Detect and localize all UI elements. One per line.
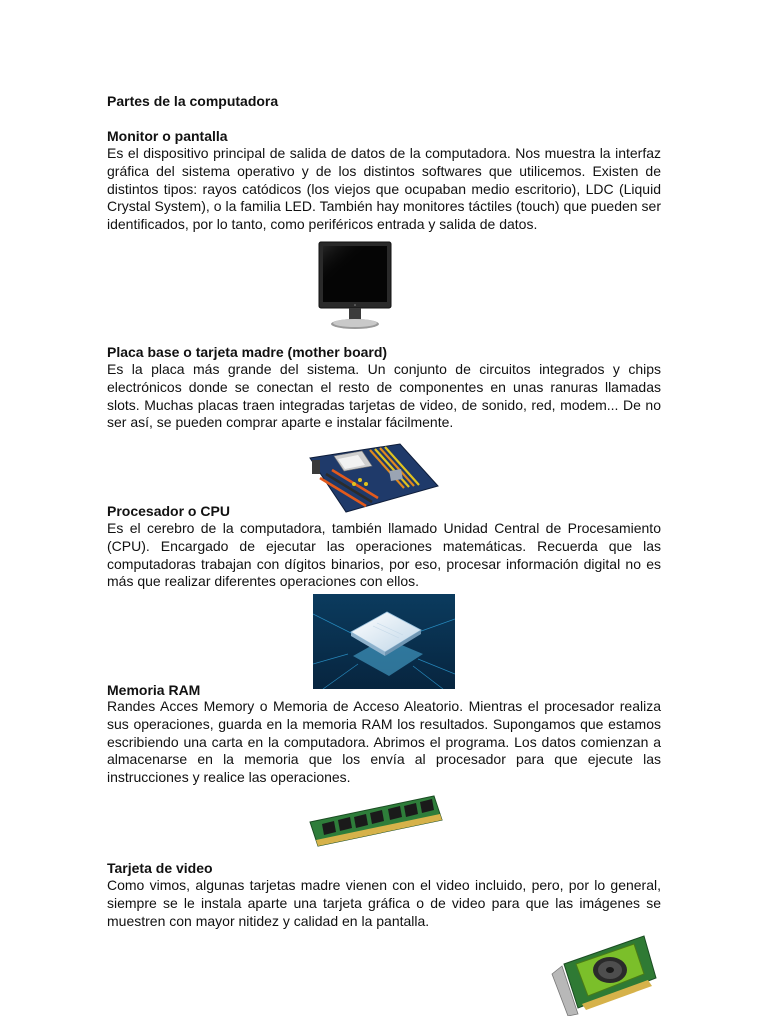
section-heading-ram: Memoria RAM — [107, 682, 201, 698]
section-body-video-card: Como vimos, algunas tarjetas madre vienen con el video incluido, pero, por lo general, siempre se le instala aparte una tarjeta gráfica o de video para que las imágenes se muestren con mayor nitidez y calidad en la pantalla. — [107, 877, 661, 929]
video-card-image — [548, 934, 658, 1016]
section-heading-video-card: Tarjeta de video — [107, 860, 213, 876]
section-heading-motherboard: Placa base o tarjeta madre (mother board) — [107, 344, 388, 360]
section-body-ram: Randes Acces Memory o Memoria de Acceso Aleatorio. Mientras el procesador realiza sus operaciones, guarda en la memoria RAM los resultados. Supongamos que estamos escribiendo una carta en la computadora. Abrimos el programa. Los datos comienzan a almacenarse en la memoria que los envía al procesador para que ejecute las instrucciones y realice las operaciones. — [107, 698, 661, 786]
section-body-cpu: Es el cerebro de la computadora, también llamado Unidad Central de Procesamiento (CPU). Encargado de ejecutar las operaciones matemáticas. Recuerda que las computadoras trabajan con dígitos binarios, por eso, procesar información digital no es más que realizar diferentes operaciones con ellos. — [107, 520, 661, 590]
section-body-motherboard: Es la placa más grande del sistema. Un conjunto de circuitos integrados y chips electrónicos donde se conectan el resto de componentes en unas ranuras llamadas slots. Muchas placas traen integradas tarjetas de video, de sonido, red, modem... De no ser así, se pueden comprar aparte e instalar fácilmente. — [107, 361, 661, 431]
monitor-image — [318, 241, 392, 331]
motherboard-image — [300, 440, 440, 516]
cpu-image — [313, 594, 455, 689]
section-heading-monitor: Monitor o pantalla — [107, 128, 228, 144]
section-body-monitor: Es el dispositivo principal de salida de datos de la computadora. Nos muestra la interfaz gráfica del sistema operativo y de los distintos softwares que utilicemos. Existen de distintos tipos: rayos catódicos (los viejos que ocupaban medio escritorio), LDC (Liquid Crystal System), o la familia LED. También hay monitores táctiles (touch) que pueden ser identificados, por lo tanto, como periféricos entrada y salida de datos. — [107, 145, 661, 233]
ram-module-image — [308, 794, 448, 850]
document-title: Partes de la computadora — [107, 93, 279, 109]
section-heading-cpu: Procesador o CPU — [107, 503, 230, 519]
